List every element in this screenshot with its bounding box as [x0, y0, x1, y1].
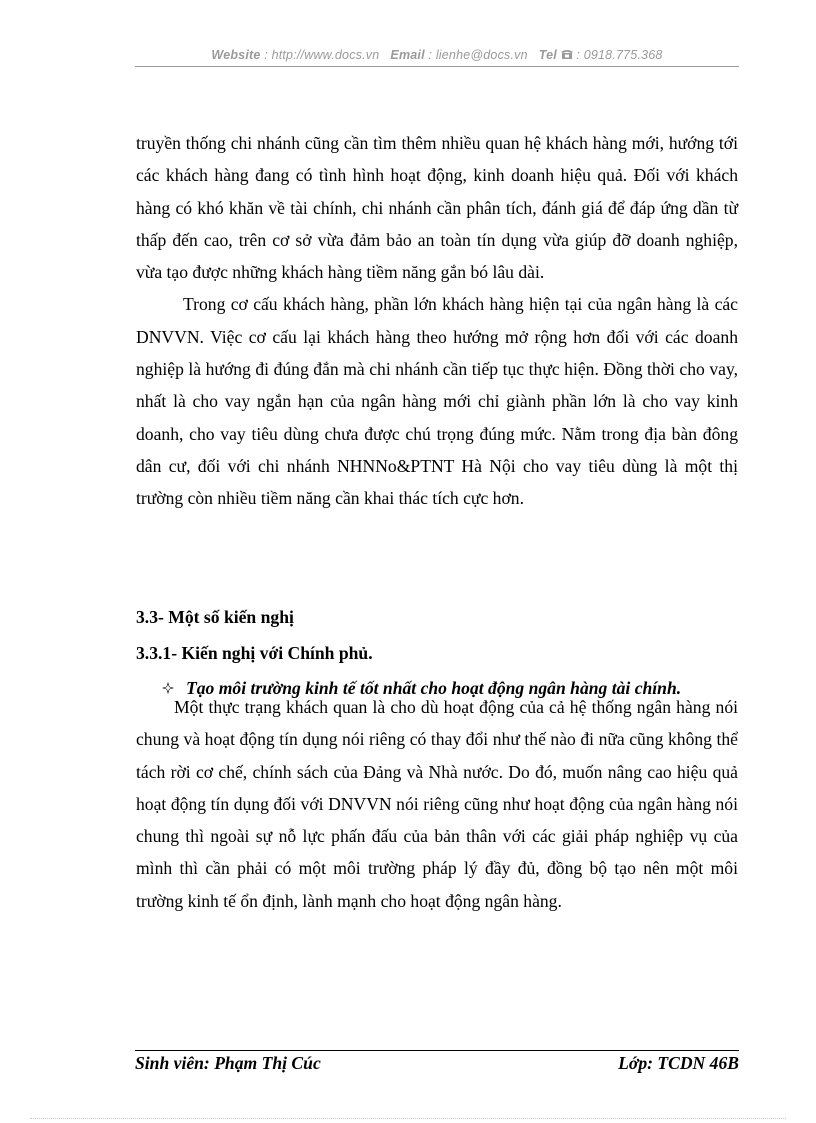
- bullet-heading-text: Tạo môi trường kinh tế tốt nhất cho hoạt động ngân hàng tài chính.: [186, 678, 682, 698]
- header-email-label: Email: [390, 48, 425, 62]
- footer-student: Sinh viên: Phạm Thị Cúc: [135, 1053, 321, 1073]
- header-tel-label: Tel: [538, 48, 557, 62]
- paragraph: truyền thống chi nhánh cũng cần tìm thêm nhiều quan hệ khách hàng mới, hướng tới các khách hàng đang có tình hình hoạt động, kinh doanh hiệu quả. Đối với khách hàng có khó khăn về tài chính, chi nhánh cần phân tích, đánh giá để đáp ứng dần từ thấp đến cao, trên cơ sở vừa đảm bảo an toàn tín dụng vừa giúp đỡ doanh nghiệp, vừa tạo được những khách hàng tiềm năng gắn bó lâu dài.: [136, 133, 738, 283]
- header-tel-value: : 0918.775.368: [576, 48, 663, 62]
- subsection-heading: 3.3.1- Kiến nghị với Chính phủ.: [136, 643, 373, 663]
- section-heading: 3.3- Một số kiến nghị: [136, 607, 294, 627]
- header-website-link[interactable]: : http://www.docs.vn: [264, 48, 380, 62]
- page-header: [135, 48, 739, 68]
- paragraph: Trong cơ cấu khách hàng, phần lớn khách hàng hiện tại của ngân hàng là các DNVVN. Việc cơ cấu lại khách hàng theo hướng mở rộng hơn đối với các doanh nghiệp là hướng đi đúng đắn mà chi nhánh cần tiếp tục thực hiện. Đồng thời cho vay, nhất là cho vay ngắn hạn của ngân hàng mới chỉ giành phần lớn là cho vay kinh doanh, cho vay tiêu dùng chưa được chú trọng đúng mức. Nằm trong địa bàn đông dân cư, đối với chi nhánh NHNNo&PTNT Hà Nội cho vay tiêu dùng là một thị trường còn nhiều tiềm năng cần khai thác tích cực hơn.: [136, 294, 738, 509]
- body-text-top: [136, 127, 738, 515]
- body-text-bottom: [136, 691, 738, 917]
- header-divider: [135, 66, 739, 67]
- paragraph: Một thực trạng khách quan là cho dù hoạt động của cả hệ thống ngân hàng nói chung và hoạt động tín dụng nói riêng có thay đổi như thế nào đi nữa cũng không thể tách rời cơ chế, chính sách của Đảng và Nhà nước. Do đó, muốn nâng cao hiệu quả hoạt động tín dụng đối với DNVVN nói riêng cũng như hoạt động của ngân hàng nói chung thì ngoài sự nỗ lực phấn đấu của bản thân với các giải pháp nghiệp vụ của mình thì cần phải có một môi trường pháp lý đầy đủ, đồng bộ tạo nên một môi trường kinh tế ổn định, lành mạnh cho hoạt động ngân hàng.: [136, 697, 738, 911]
- footer-divider: [135, 1050, 739, 1051]
- phone-icon: [561, 49, 573, 60]
- footer-class: Lớp: TCDN 46B: [618, 1053, 739, 1073]
- page-edge-divider: [30, 1118, 786, 1119]
- header-website-label: Website: [211, 48, 261, 62]
- header-email-link[interactable]: : lienhe@docs.vn: [428, 48, 528, 62]
